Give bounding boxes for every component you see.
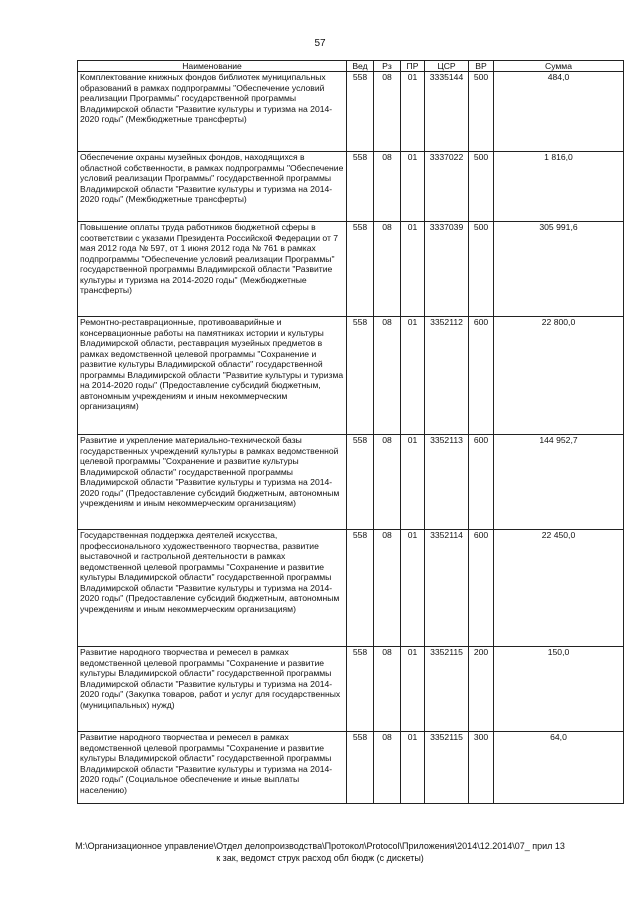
row-vr: 200 <box>469 647 494 732</box>
table-row <box>78 72 624 152</box>
header-csr: ЦСР <box>425 61 469 72</box>
row-vr: 600 <box>469 435 494 530</box>
budget-table <box>77 60 624 804</box>
row-pr: 01 <box>401 530 425 647</box>
header-ved: Вед <box>347 61 374 72</box>
footer-line-1: M:\Организационное управление\Отдел делопроизводства\Протокол\Protocol\Приложения\2014\12.2014\07_ прил 13 <box>75 841 565 851</box>
row-pr: 01 <box>401 152 425 222</box>
row-vr: 500 <box>469 152 494 222</box>
row-name: Развитие народного творчества и ремесел в рамках ведомственной целевой программы "Сохранение и развитие культуры Владимирской области" государственной программы Владимирской области "Развитие культуры и туризма на 2014-2020 годы" (Социальное обеспечение и иные выплаты населению) <box>78 732 347 804</box>
row-ved: 558 <box>347 435 374 530</box>
row-rz: 08 <box>374 317 401 435</box>
row-csr: 3335144 <box>425 72 469 152</box>
row-sum: 22 800,0 <box>494 317 624 435</box>
row-ved: 558 <box>347 732 374 804</box>
row-pr: 01 <box>401 72 425 152</box>
row-rz: 08 <box>374 530 401 647</box>
row-pr: 01 <box>401 647 425 732</box>
table-header-row <box>78 61 624 72</box>
row-csr: 3337022 <box>425 152 469 222</box>
row-rz: 08 <box>374 152 401 222</box>
row-rz: 08 <box>374 435 401 530</box>
row-pr: 01 <box>401 435 425 530</box>
row-name: Государственная поддержка деятелей искусства, профессионального художественного творчества, развитие выставочной и гастрольной деятельности в рамках ведомственной целевой программы "Сохранение и развитие культуры Владимирской области" государственной программы Владимирской области "Развитие культуры и туризма на 2014-2020 годы" (Предоставление субсидий бюджетным, автономным учреждениям и иным некоммерческим организациям) <box>78 530 347 647</box>
table-row <box>78 435 624 530</box>
row-ved: 558 <box>347 222 374 317</box>
row-csr: 3352113 <box>425 435 469 530</box>
row-ved: 558 <box>347 647 374 732</box>
row-pr: 01 <box>401 222 425 317</box>
row-pr: 01 <box>401 317 425 435</box>
header-name: Наименование <box>78 61 347 72</box>
row-name: Ремонтно-реставрационные, противоаварийные и консервационные работы на памятниках истории и культуры Владимирской области, реставрация музейных предметов в рамках ведомственной целевой программы "Сохранение и развитие культуры Владимирской области" государственной программы Владимирской области "Развитие культуры и туризма на 2014-2020 годы" (Предоставление субсидий бюджетным, автономным учреждениям и иным некоммерческим организациям) <box>78 317 347 435</box>
header-sum: Сумма <box>494 61 624 72</box>
row-csr: 3352112 <box>425 317 469 435</box>
row-name: Развитие и укрепление материально-технической базы государственных учреждений культуры в рамках ведомственной целевой программы "Сохранение и развитие культуры Владимирской области" государственной программы Владимирской области "Развитие культуры и туризма на 2014-2020 годы" (Предоставление субсидий бюджетным, автономным учреждениям и иным некоммерческим организациям) <box>78 435 347 530</box>
row-name: Обеспечение охраны музейных фондов, находящихся в областной собственности, в рамках подпрограммы "Обеспечение условий реализации Программы" государственной программы Владимирской области "Развитие культуры и туризма на 2014-2020 годы" (Межбюджетные трансферты) <box>78 152 347 222</box>
header-vr: ВР <box>469 61 494 72</box>
row-pr: 01 <box>401 732 425 804</box>
row-csr: 3352114 <box>425 530 469 647</box>
header-pr: ПР <box>401 61 425 72</box>
footer-file-path <box>0 840 640 864</box>
footer-line-2: к зак, ведомст струк расход обл бюдж (с дискеты) <box>216 853 424 863</box>
row-ved: 558 <box>347 72 374 152</box>
table-row <box>78 317 624 435</box>
row-vr: 300 <box>469 732 494 804</box>
row-sum: 150,0 <box>494 647 624 732</box>
row-vr: 500 <box>469 222 494 317</box>
table-row <box>78 152 624 222</box>
row-csr: 3352115 <box>425 732 469 804</box>
page-number: 57 <box>314 38 326 49</box>
row-sum: 22 450,0 <box>494 530 624 647</box>
row-csr: 3337039 <box>425 222 469 317</box>
header-rz: Рз <box>374 61 401 72</box>
row-sum: 144 952,7 <box>494 435 624 530</box>
row-ved: 558 <box>347 152 374 222</box>
row-sum: 64,0 <box>494 732 624 804</box>
row-vr: 500 <box>469 72 494 152</box>
row-name: Повышение оплаты труда работников бюджетной сферы в соответствии с указами Президента Российской Федерации от 7 мая 2012 года № 597, от 1 июня 2012 года № 761 в рамках подпрограммы "Обеспечение условий реализации Программы" государственной программы Владимирской области "Развитие культуры и туризма на 2014-2020 годы" (Межбюджетные трансферты) <box>78 222 347 317</box>
row-name: Комплектование книжных фондов библиотек муниципальных образований в рамках подпрограммы "Обеспечение условий реализации Программы" государственной программы Владимирской области "Развитие культуры и туризма на 2014-2020 годы" (Межбюджетные трансферты) <box>78 72 347 152</box>
table-row <box>78 647 624 732</box>
table-row <box>78 222 624 317</box>
row-csr: 3352115 <box>425 647 469 732</box>
table-row <box>78 530 624 647</box>
row-ved: 558 <box>347 317 374 435</box>
row-vr: 600 <box>469 317 494 435</box>
row-rz: 08 <box>374 72 401 152</box>
row-vr: 600 <box>469 530 494 647</box>
row-name: Развитие народного творчества и ремесел в рамках ведомственной целевой программы "Сохранение и развитие культуры Владимирской области" государственной программы Владимирской области "Развитие культуры и туризма на 2014-2020 годы" (Закупка товаров, работ и услуг для государственных (муниципальных) нужд) <box>78 647 347 732</box>
row-rz: 08 <box>374 647 401 732</box>
row-rz: 08 <box>374 222 401 317</box>
row-ved: 558 <box>347 530 374 647</box>
row-sum: 305 991,6 <box>494 222 624 317</box>
row-rz: 08 <box>374 732 401 804</box>
table-row <box>78 732 624 804</box>
row-sum: 484,0 <box>494 72 624 152</box>
row-sum: 1 816,0 <box>494 152 624 222</box>
